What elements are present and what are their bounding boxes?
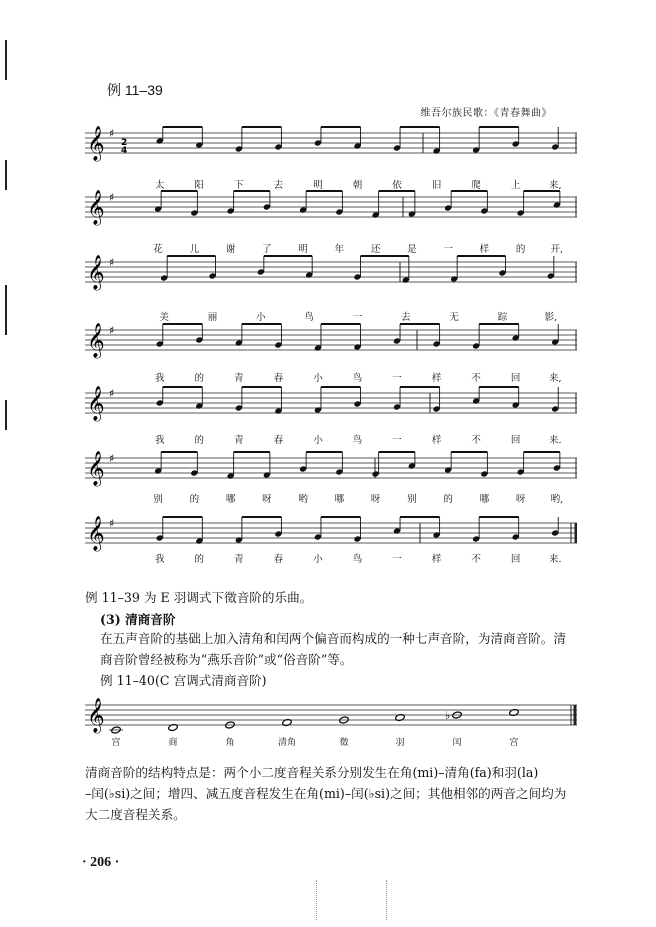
- lyric-syllable: 阳: [194, 180, 205, 191]
- lyric-syllable: 谢: [225, 244, 236, 255]
- scan-mark: [386, 880, 388, 920]
- svg-text:♯: ♯: [109, 387, 115, 400]
- lyric-syllable: 了: [262, 244, 272, 255]
- lyric-syllable: 是: [407, 244, 417, 255]
- lyric-syllable: 小: [313, 373, 323, 384]
- lyric-syllable: 的: [194, 554, 205, 565]
- lyric-syllable: 青: [234, 554, 244, 565]
- svg-text:𝄞: 𝄞: [87, 516, 105, 551]
- lyric-syllable: 青: [234, 435, 244, 446]
- svg-text:♯: ♯: [109, 517, 115, 530]
- svg-text:2: 2: [121, 138, 128, 148]
- lyric-syllable: 朝: [352, 180, 363, 191]
- lyric-line: [0, 370, 656, 384]
- lyric-syllable: 我: [155, 554, 165, 565]
- lyric-syllable: 我: [155, 435, 165, 446]
- lyric-syllable: 样: [431, 554, 442, 565]
- svg-text:♯: ♯: [109, 191, 115, 204]
- lyric-syllable: 去: [401, 312, 411, 323]
- scan-edge-mark: [5, 40, 7, 80]
- lyric-syllable: 别: [407, 494, 417, 505]
- lyric-syllable: 样: [479, 244, 490, 255]
- lyric-syllable: 年: [334, 244, 345, 255]
- paragraph: 清商音阶的结构特点是：两个小二度音程关系分别发生在角(mi)–清角(fa)和羽(la): [85, 765, 539, 780]
- lyric-syllable: 来,: [548, 373, 562, 384]
- lyric-syllable: 小: [313, 554, 323, 565]
- lyric-syllable: 儿: [189, 244, 200, 255]
- lyric-syllable: 来.: [548, 435, 562, 446]
- lyric-syllable: 下: [234, 180, 244, 191]
- page-number: · 206 ·: [82, 855, 120, 870]
- lyric-syllable: 春: [273, 554, 284, 565]
- melody-staff: [85, 123, 577, 173]
- lyric-syllable: 明: [313, 180, 323, 191]
- lyric-syllable: 回: [510, 435, 521, 446]
- svg-text:♯: ♯: [109, 324, 115, 337]
- scan-edge-mark: [5, 400, 7, 430]
- lyric-syllable: 春: [273, 435, 284, 446]
- lyric-syllable: 不: [471, 373, 481, 384]
- svg-text:𝄞: 𝄞: [87, 451, 105, 486]
- lyric-syllable: 鸟: [352, 373, 363, 384]
- lyric-syllable: 花: [153, 244, 163, 255]
- lyric-syllable: 哪: [225, 494, 236, 505]
- lyric-syllable: 明: [298, 244, 308, 255]
- scale-note-label: 清角: [277, 738, 297, 748]
- lyric-syllable: 爬: [471, 180, 481, 191]
- lyric-syllable: 上: [510, 180, 521, 191]
- lyric-syllable: 丽: [207, 312, 218, 323]
- lyric-syllable: 太: [155, 180, 165, 191]
- lyric-syllable: 呀: [515, 494, 526, 505]
- scale-note-label: 宫: [509, 738, 519, 748]
- lyric-syllable: 哟: [298, 494, 308, 505]
- lyric-syllable: 小: [313, 435, 323, 446]
- lyric-syllable: 依: [392, 180, 402, 191]
- lyric-syllable: 来.: [548, 554, 562, 565]
- lyric-syllable: 开,: [550, 244, 564, 255]
- lyric-syllable: 一: [443, 244, 453, 255]
- melody-staff: [85, 187, 577, 237]
- lyric-syllable: 鸟: [352, 435, 363, 446]
- svg-text:𝄞: 𝄞: [87, 255, 105, 290]
- scan-mark: [316, 880, 318, 920]
- svg-text:♯: ♯: [109, 452, 115, 465]
- svg-text:♯: ♯: [109, 127, 115, 140]
- lyric-syllable: 春: [273, 373, 284, 384]
- paragraph: 例 11–39 为 E 羽调式下徵音阶的乐曲。: [85, 590, 313, 605]
- lyric-syllable: 样: [431, 373, 442, 384]
- paragraph: 在五声音阶的基础上加入清角和闰两个偏音而构成的一种七声音阶，为清商音阶。清商音阶曾经被称为“燕乐音阶”或“俗音阶”等。: [100, 631, 566, 667]
- melody-staff: [85, 383, 577, 433]
- lyric-syllable: 小: [256, 312, 266, 323]
- scale-note-label: 闰: [452, 738, 462, 748]
- paragraph: –闰(♭si)之间；增四、减五度音程发生在角(mi)–闰(♭si)之间；其他相邻的两音之间均为: [85, 786, 567, 801]
- lyric-syllable: 回: [510, 554, 521, 565]
- melody-staff: [85, 252, 577, 302]
- lyric-line: [0, 551, 656, 565]
- scale-note-label: 徵: [339, 738, 349, 748]
- lyric-syllable: 踪: [497, 312, 508, 323]
- lyric-syllable: 的: [189, 494, 200, 505]
- svg-text:♯: ♯: [109, 256, 115, 269]
- lyric-syllable: 别: [153, 494, 163, 505]
- lyric-syllable: 还: [370, 244, 381, 255]
- lyric-syllable: 一: [392, 435, 402, 446]
- lyric-syllable: 哪: [479, 494, 490, 505]
- scale-note-label: 商: [168, 738, 178, 748]
- lyric-syllable: 鸟: [304, 312, 314, 323]
- lyric-syllable: 的: [443, 494, 453, 505]
- lyric-line: [0, 432, 656, 446]
- lyric-syllable: 呀: [262, 494, 272, 505]
- melody-staff: [85, 320, 577, 370]
- lyric-line: [0, 491, 656, 505]
- svg-text:𝄞: 𝄞: [87, 190, 105, 225]
- svg-text:𝄞: 𝄞: [87, 386, 105, 421]
- lyric-syllable: 一: [392, 373, 402, 384]
- lyric-syllable: 哟,: [550, 494, 564, 505]
- lyric-syllable: 美: [159, 312, 169, 323]
- svg-text:𝄞: 𝄞: [87, 698, 105, 733]
- lyric-syllable: 样: [431, 435, 442, 446]
- lyric-syllable: 呀: [370, 494, 381, 505]
- lyric-syllable: 去: [273, 180, 284, 191]
- lyric-syllable: 回: [510, 373, 521, 384]
- lyric-syllable: 一: [352, 312, 363, 323]
- scale-note-label: 角: [225, 738, 235, 748]
- example-label: 例 11–40(C 宫调式清商音阶): [100, 673, 267, 688]
- lyric-syllable: 一: [392, 554, 402, 565]
- song-source: 维吾尔族民歌：《青春舞曲》: [420, 108, 552, 119]
- scale-note-label: 宫: [111, 738, 121, 748]
- svg-text:4: 4: [121, 146, 128, 156]
- lyric-syllable: 不: [471, 554, 481, 565]
- lyric-syllable: 来,: [548, 180, 562, 191]
- svg-text:𝄞: 𝄞: [87, 323, 105, 358]
- lyric-syllable: 影,: [544, 312, 558, 323]
- lyric-syllable: 不: [471, 435, 481, 446]
- lyric-syllable: 无: [449, 312, 459, 323]
- example-label: 例 11–39: [107, 82, 163, 98]
- lyric-syllable: 的: [194, 435, 205, 446]
- lyric-syllable: 青: [234, 373, 244, 384]
- lyric-syllable: 的: [194, 373, 205, 384]
- lyric-syllable: 旧: [431, 180, 442, 191]
- svg-text:♭: ♭: [445, 709, 451, 722]
- lyric-syllable: 我: [155, 373, 165, 384]
- svg-text:𝄞: 𝄞: [87, 126, 105, 161]
- lyric-syllable: 的: [515, 244, 526, 255]
- paragraph: 大二度音程关系。: [85, 807, 186, 822]
- lyric-syllable: 哪: [334, 494, 345, 505]
- scale-labels: [0, 735, 656, 749]
- section-heading: (3) 清商音阶: [100, 612, 176, 627]
- lyric-syllable: 鸟: [352, 554, 363, 565]
- scale-note-label: 羽: [395, 738, 405, 748]
